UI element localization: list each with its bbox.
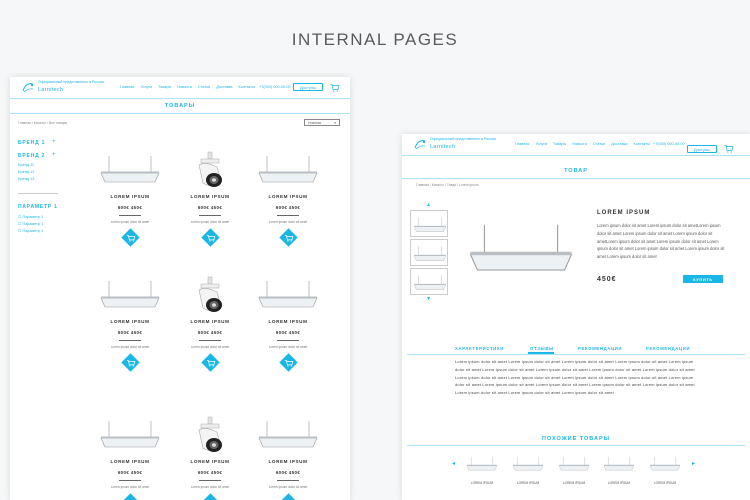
header-tagline: Официальный представитель в России <box>430 137 496 141</box>
similar-title: ПОХОЖИЕ ТОВАРЫ <box>541 436 611 442</box>
brand-name[interactable]: Larnitech <box>38 87 64 93</box>
product-image[interactable] <box>95 412 165 457</box>
product-card[interactable] <box>95 147 165 244</box>
add-to-cart-button[interactable] <box>201 494 219 500</box>
price-divider <box>199 215 221 216</box>
site-header <box>10 77 350 99</box>
product-desc: Lorem ipsum dolor sit amet <box>110 345 150 350</box>
product-card[interactable] <box>95 412 165 500</box>
sort-select-value: Новинки <box>308 120 322 125</box>
spot-lamp-icon <box>175 147 245 192</box>
product-card[interactable] <box>95 272 165 369</box>
product-price: 600€ 450€ <box>117 205 143 210</box>
product-desc: Lorem ipsum dolor sit amet <box>268 485 308 490</box>
add-to-cart-button[interactable] <box>279 354 297 372</box>
site-header <box>402 134 750 156</box>
panel-lamp-icon <box>601 454 637 474</box>
product-desc: Lorem ipsum dolor sit amet <box>190 345 230 350</box>
product-price: 600€ 450€ <box>197 470 223 475</box>
price-divider <box>277 340 299 341</box>
filter-param-checkbox[interactable]: ☐ Параметр 1 <box>18 229 44 233</box>
panel-lamp-icon <box>464 454 500 474</box>
product-desc: Lorem ipsum dolor sit amet <box>110 220 150 225</box>
similar-item-name: LOREM IPSUM <box>516 481 540 485</box>
nav-item-contacts[interactable]: Контакты <box>633 142 650 146</box>
access-button[interactable]: Доступы <box>293 83 323 91</box>
product-price: 600€ 450€ <box>197 330 223 335</box>
product-price: 600€ 450€ <box>275 330 301 335</box>
product-price: 600€ 450€ <box>117 470 143 475</box>
tab-content-text: Lorem ipsum dolor sit amet Lorem ipsum dolor sit amet Lorem ipsum dolor sit amet Lorem ipsum dolor sit amet Lorem ipsum dolor sit amet Lorem ipsum dolor sit amet Lorem ipsum dolor sit amet Lorem ipsum dolor sit amet Lorem ipsum dolor sit amet Lorem ipsum dolor sit amet Lorem ipsum dolor sit amet Lorem ipsum dolor sit amet Lorem ipsum dolor sit amet Lorem ipsum dolor sit amet Lorem ipsum dolor sit amet Lorem ipsum dolor sit amet Lorem ipsum dolor sit amet Lorem ipsum dolor sit amet Lorem ipsum dolor sit amet Lorem ipsum dolor sit amet Lorem ipsum dolor sit amet <box>455 359 695 396</box>
add-to-cart-button[interactable] <box>201 354 219 372</box>
gallery-thumb[interactable] <box>410 268 448 295</box>
arrow-down-icon[interactable]: ▾ <box>427 296 431 302</box>
product-name[interactable]: LOREM IPSUM <box>110 194 150 199</box>
product-name[interactable]: LOREM IPSUM <box>268 319 308 324</box>
product-name[interactable]: LOREM IPSUM <box>268 194 308 199</box>
chevron-down-icon: ▾ <box>334 120 336 125</box>
nav-item-news[interactable]: Новости <box>177 85 192 89</box>
product-name[interactable]: LOREM IPSUM <box>110 319 150 324</box>
add-to-cart-button[interactable] <box>201 229 219 247</box>
gallery-thumb[interactable] <box>410 239 448 266</box>
filter-brand-item[interactable]: Бренд 11 <box>18 163 35 167</box>
gallery-thumb[interactable] <box>410 210 448 237</box>
price-divider <box>277 215 299 216</box>
product-description: Lorem ipsum dolor sit amet Lorem ipsum dolor sit ametLorem ipsum dolor sit amet Lorem ipsum dolor sit amet Lorem ipsum dolor sit ametLorem ipsum dolor sit amet Lorem ipsum dolor sit amet Lorem ipsum dolor sit amet Lorem ipsum dolor sit amet Lorem ipsum dolor sit amet Lorem ipsum dolor sit amet <box>597 223 725 260</box>
panel-lamp-icon <box>647 454 683 474</box>
product-price: 600€ 450€ <box>117 330 143 335</box>
product-image[interactable] <box>253 272 323 317</box>
product-desc: Lorem ipsum dolor sit amet <box>190 220 230 225</box>
price-divider <box>277 480 299 481</box>
price-divider <box>119 215 141 216</box>
panel-lamp-icon <box>411 211 449 238</box>
add-to-cart-button[interactable] <box>279 229 297 247</box>
panel-lamp-icon <box>95 272 165 317</box>
plus-icon[interactable]: + <box>52 139 56 145</box>
price-divider <box>119 340 141 341</box>
tabs-divider <box>407 354 745 355</box>
tab-characteristics[interactable]: ХАРАКТЕРИСТИКИ <box>455 346 504 351</box>
panel-lamp-icon <box>556 454 592 474</box>
price-divider <box>199 340 221 341</box>
page-heading: INTERNAL PAGES <box>291 30 459 49</box>
product-desc: Lorem ipsum dolor sit amet <box>190 485 230 490</box>
filter-param-checkbox[interactable]: ☐ Параметр 1 <box>18 215 44 219</box>
breadcrumb[interactable]: Главная / Каталог / Товар / Lorem ipsum <box>416 183 479 187</box>
cart-icon <box>283 358 293 367</box>
nav-item-products[interactable]: Товары <box>158 85 172 89</box>
spot-lamp-icon <box>175 272 245 317</box>
product-card[interactable] <box>253 272 323 369</box>
nav-item-home[interactable]: Главная <box>515 142 530 146</box>
product-card[interactable] <box>253 412 323 500</box>
nav-item-delivery[interactable]: Доставка <box>216 85 233 89</box>
panel-lamp-icon <box>411 240 449 267</box>
tab-recommendations[interactable]: РЕКОМЕНДАЦИИ <box>578 346 623 351</box>
similar-item-name: LOREM IPSUM <box>607 481 631 485</box>
filter-param-checkbox[interactable]: ☐ Параметр 1 <box>18 222 44 226</box>
similar-item-name: LOREM IPSUM <box>470 481 494 485</box>
cart-icon <box>205 233 215 242</box>
filter-param-label: Параметр 1 <box>22 229 44 233</box>
product-title: LOREM IPSUM <box>597 210 651 216</box>
cart-icon <box>125 233 135 242</box>
price-divider <box>199 480 221 481</box>
product-card[interactable] <box>253 147 323 244</box>
product-name[interactable]: LOREM IPSUM <box>268 459 308 464</box>
nav-item-services[interactable]: Услуги <box>140 85 153 89</box>
catalog-page <box>10 77 350 500</box>
filter-brand-item[interactable]: Бренд 12 <box>18 170 35 174</box>
nav-item-contacts[interactable]: Контакты <box>238 85 255 89</box>
nav-item-products[interactable]: Товары <box>553 142 567 146</box>
cart-icon <box>283 233 293 242</box>
add-to-cart-button[interactable] <box>121 494 139 500</box>
header-phone[interactable]: +7(000) 000-00-00 <box>259 85 291 89</box>
section-title: ТОВАРЫ <box>164 103 196 109</box>
nav-item-home[interactable]: Главная <box>120 85 135 89</box>
panel-lamp-icon <box>253 147 323 192</box>
filter-param-label: Параметр 1 <box>22 215 44 219</box>
header-tagline: Официальный представитель в России <box>38 80 104 84</box>
cart-icon <box>125 358 135 367</box>
buy-button[interactable]: КУПИТЬ <box>683 275 723 283</box>
logo-icon[interactable] <box>21 81 35 94</box>
nav-item-articles[interactable]: Статьи <box>197 85 211 89</box>
nav-item-news[interactable]: Новости <box>572 142 587 146</box>
product-image[interactable] <box>175 147 245 192</box>
product-price: 600€ 450€ <box>275 470 301 475</box>
tab-recommendations-2[interactable]: РЕКОМЕНДАЦИИ <box>646 346 691 351</box>
filter-brand-1[interactable]: БРЕНД 1 <box>18 140 46 146</box>
cart-icon[interactable] <box>330 83 340 92</box>
nav-item-articles[interactable]: Статьи <box>592 142 606 146</box>
similar-item[interactable] <box>647 454 683 485</box>
similar-divider <box>407 445 745 446</box>
section-divider <box>10 113 350 114</box>
product-price: 600€ 450€ <box>197 205 223 210</box>
product-desc: Lorem ipsum dolor sit amet <box>110 485 150 490</box>
product-desc: Lorem ipsum dolor sit amet <box>268 220 308 225</box>
nav-item-services[interactable]: Услуги <box>535 142 548 146</box>
product-name[interactable]: LOREM IPSUM <box>110 459 150 464</box>
arrow-right-icon[interactable]: ▸ <box>692 461 696 467</box>
logo-icon[interactable] <box>413 138 427 151</box>
nav-item-delivery[interactable]: Доставка <box>611 142 628 146</box>
filter-brand-item[interactable]: Бренд 13 <box>18 177 35 181</box>
product-price: 450€ <box>597 276 617 283</box>
add-to-cart-button[interactable] <box>121 229 139 247</box>
brand-name[interactable]: Larnitech <box>430 144 456 150</box>
breadcrumb[interactable]: Главная / Каталог / Все товары <box>18 121 68 125</box>
add-to-cart-button[interactable] <box>279 494 297 500</box>
similar-item[interactable] <box>556 454 592 485</box>
arrow-up-icon[interactable]: ▴ <box>427 202 431 208</box>
product-name[interactable]: LOREM IPSUM <box>190 194 230 199</box>
product-image[interactable] <box>253 147 323 192</box>
similar-item[interactable] <box>464 454 500 485</box>
cart-icon[interactable] <box>724 144 734 153</box>
panel-lamp-icon <box>510 454 546 474</box>
panel-lamp-icon <box>253 272 323 317</box>
product-image[interactable] <box>175 412 245 457</box>
filter-divider <box>18 193 58 194</box>
active-tab-indicator <box>528 352 554 354</box>
main-nav <box>515 142 650 146</box>
panel-lamp-icon <box>95 147 165 192</box>
product-price: 600€ 450€ <box>275 205 301 210</box>
product-desc: Lorem ipsum dolor sit amet <box>268 345 308 350</box>
add-to-cart-button[interactable] <box>121 354 139 372</box>
spot-lamp-icon <box>175 412 245 457</box>
section-divider <box>402 178 750 179</box>
product-card[interactable] <box>175 272 245 369</box>
main-nav <box>120 85 255 89</box>
sort-select[interactable] <box>304 119 340 126</box>
panel-lamp-icon <box>253 412 323 457</box>
arrow-left-icon[interactable]: ◂ <box>452 461 456 467</box>
plus-icon[interactable]: + <box>52 152 56 158</box>
product-image[interactable] <box>253 412 323 457</box>
product-main-image <box>460 209 582 284</box>
product-name[interactable]: LOREM IPSUM <box>190 319 230 324</box>
price-divider <box>119 480 141 481</box>
similar-item[interactable] <box>601 454 637 485</box>
filter-brand-2[interactable]: БРЕНД 2 <box>18 153 46 159</box>
similar-item[interactable] <box>510 454 546 485</box>
product-image[interactable] <box>175 272 245 317</box>
product-page <box>402 134 750 500</box>
section-title: ТОВАР <box>564 168 588 174</box>
product-image[interactable] <box>95 272 165 317</box>
similar-item-name: LOREM IPSUM <box>562 481 586 485</box>
panel-lamp-icon <box>95 412 165 457</box>
cart-icon <box>205 358 215 367</box>
filter-param-title[interactable]: ПАРАМЕТР 1 <box>18 204 58 210</box>
panel-lamp-icon <box>411 269 449 296</box>
product-card[interactable] <box>175 147 245 244</box>
access-button[interactable]: Доступы <box>687 145 717 153</box>
filter-param-label: Параметр 1 <box>22 222 44 226</box>
tab-reviews[interactable]: ОТЗЫВЫ <box>530 346 554 351</box>
product-name[interactable]: LOREM IPSUM <box>190 459 230 464</box>
similar-item-name: LOREM IPSUM <box>653 481 677 485</box>
product-image[interactable] <box>95 147 165 192</box>
header-phone[interactable]: +7(000) 000-00-00 <box>653 142 685 146</box>
product-card[interactable] <box>175 412 245 500</box>
